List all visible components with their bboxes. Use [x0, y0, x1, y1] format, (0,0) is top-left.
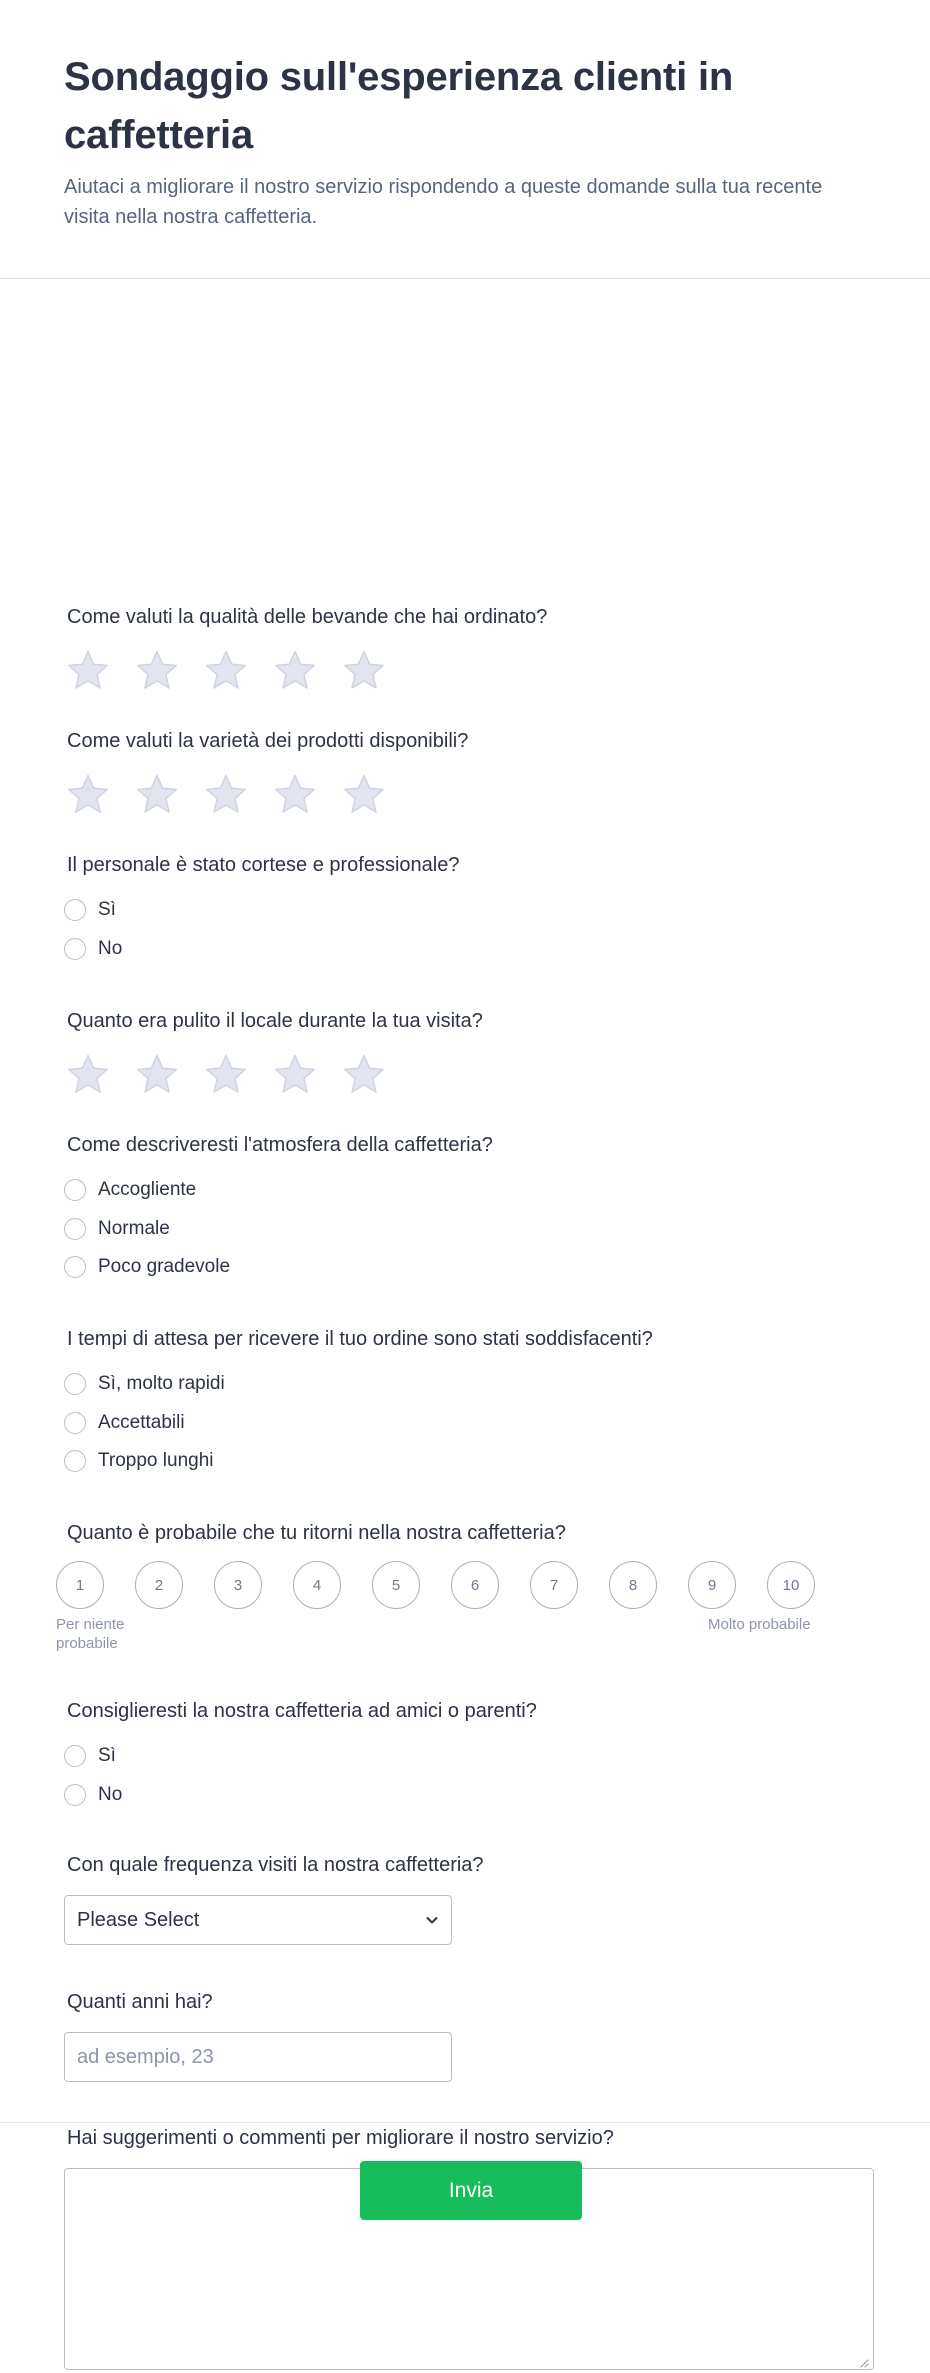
question-staff-courtesy	[64, 851, 894, 968]
page-subtitle: Aiutaci a migliorare il nostro servizio rispondendo a queste domande sulla tua recente visita nella nostra caffetteria.	[64, 176, 823, 228]
star-rating	[64, 771, 894, 819]
question-label: Hai suggerimenti o commenti per migliorare il nostro servizio?	[67, 2127, 614, 2149]
radio-label: Poco gradevole	[98, 1256, 231, 1278]
radio-option-troppo-lunghi[interactable]	[64, 1442, 894, 1481]
question-label: Con quale frequenza visiti la nostra caffetteria?	[67, 1854, 484, 1876]
star-icon[interactable]	[64, 1051, 112, 1099]
radio-button[interactable]	[64, 1784, 86, 1806]
question-label: Come descriveresti l'atmosfera della caffetteria?	[67, 1134, 493, 1156]
question-label: Come valuti la qualità delle bevande che hai ordinato?	[67, 606, 548, 628]
star-icon[interactable]	[202, 647, 250, 695]
star-icon[interactable]	[64, 647, 112, 695]
question-label: Consiglieresti la nostra caffetteria ad amici o parenti?	[67, 1700, 537, 1722]
star-rating	[64, 1051, 894, 1099]
scale-option-10[interactable]: 10	[767, 1561, 815, 1609]
radio-label: Accogliente	[98, 1179, 197, 1201]
frequency-dropdown[interactable]	[64, 1895, 452, 1945]
question-label: Il personale è stato cortese e professionale?	[67, 854, 460, 876]
scale-option-9[interactable]: 9	[688, 1561, 736, 1609]
radio-option-molto-rapidi[interactable]	[64, 1365, 894, 1404]
scale-low-label: Per niente probabile	[56, 1616, 125, 1652]
scale-option-1[interactable]: 1	[56, 1561, 104, 1609]
radio-group	[64, 1365, 894, 1481]
radio-label: Sì, molto rapidi	[98, 1373, 225, 1395]
radio-option-poco-gradevole[interactable]	[64, 1248, 894, 1287]
star-icon[interactable]	[271, 771, 319, 819]
star-icon[interactable]	[133, 771, 181, 819]
question-wait-time	[64, 1325, 894, 1481]
radio-label: Sì	[98, 1745, 116, 1767]
radio-button[interactable]	[64, 1745, 86, 1767]
dropdown-value: Please Select	[77, 1908, 200, 1931]
question-label: Come valuti la varietà dei prodotti disponibili?	[67, 730, 469, 752]
radio-option-no[interactable]	[64, 1776, 894, 1815]
radio-button[interactable]	[64, 1412, 86, 1434]
question-visit-frequency	[64, 1851, 894, 1945]
radio-button[interactable]	[64, 1256, 86, 1278]
star-icon[interactable]	[271, 647, 319, 695]
scale-option-8[interactable]: 8	[609, 1561, 657, 1609]
form-footer	[0, 2122, 930, 2270]
question-label: Quanto era pulito il locale durante la tua visita?	[67, 1010, 483, 1032]
star-icon[interactable]	[133, 1051, 181, 1099]
star-icon[interactable]	[133, 647, 181, 695]
form-header	[0, 0, 930, 279]
radio-group	[64, 1171, 894, 1287]
scale-option-7[interactable]: 7	[530, 1561, 578, 1609]
radio-group	[64, 1737, 894, 1814]
radio-button[interactable]	[64, 1373, 86, 1395]
scale-option-6[interactable]: 6	[451, 1561, 499, 1609]
question-return-likelihood	[56, 1519, 894, 1671]
question-cleanliness	[64, 1007, 894, 1099]
page-title: Sondaggio sull'esperienza clienti in caffetteria	[64, 55, 734, 157]
submit-button[interactable]: Invia	[360, 2161, 582, 2220]
scale-option-4[interactable]: 4	[293, 1561, 341, 1609]
radio-option-accogliente[interactable]	[64, 1171, 894, 1210]
radio-button[interactable]	[64, 938, 86, 960]
scale-rating	[56, 1561, 894, 1671]
radio-option-no[interactable]	[64, 930, 894, 969]
question-atmosphere	[64, 1131, 894, 1287]
question-recommend	[64, 1697, 894, 1814]
star-rating	[64, 647, 894, 695]
scale-option-2[interactable]: 2	[135, 1561, 183, 1609]
radio-label: Sì	[98, 899, 116, 921]
chevron-down-icon	[425, 1913, 439, 1927]
question-age	[64, 1988, 894, 2082]
question-label: I tempi di attesa per ricevere il tuo ordine sono stati soddisfacenti?	[67, 1328, 653, 1350]
question-label: Quanto è probabile che tu ritorni nella nostra caffetteria?	[67, 1522, 566, 1544]
scale-high-label: Molto probabile	[708, 1616, 811, 1633]
radio-label: No	[98, 937, 123, 959]
scale-option-3[interactable]: 3	[214, 1561, 262, 1609]
radio-label: Normale	[98, 1217, 170, 1239]
star-icon[interactable]	[340, 1051, 388, 1099]
scale-option-5[interactable]: 5	[372, 1561, 420, 1609]
radio-button[interactable]	[64, 1450, 86, 1472]
age-input[interactable]	[64, 2032, 452, 2082]
star-icon[interactable]	[202, 1051, 250, 1099]
radio-option-normale[interactable]	[64, 1210, 894, 1249]
star-icon[interactable]	[340, 771, 388, 819]
radio-option-si[interactable]	[64, 891, 894, 930]
star-icon[interactable]	[64, 771, 112, 819]
radio-group	[64, 891, 894, 968]
question-drink-quality	[64, 603, 894, 695]
radio-label: Troppo lunghi	[98, 1450, 214, 1472]
star-icon[interactable]	[271, 1051, 319, 1099]
radio-button[interactable]	[64, 1179, 86, 1201]
star-icon[interactable]	[340, 647, 388, 695]
radio-label: Accettabili	[98, 1411, 185, 1433]
star-icon[interactable]	[202, 771, 250, 819]
radio-option-si[interactable]	[64, 1737, 894, 1776]
question-label: Quanti anni hai?	[67, 1991, 213, 2013]
radio-button[interactable]	[64, 899, 86, 921]
question-product-variety	[64, 727, 894, 819]
resize-grip-icon[interactable]	[859, 2355, 869, 2365]
radio-button[interactable]	[64, 1218, 86, 1240]
radio-option-accettabili[interactable]	[64, 1404, 894, 1443]
radio-label: No	[98, 1783, 123, 1805]
